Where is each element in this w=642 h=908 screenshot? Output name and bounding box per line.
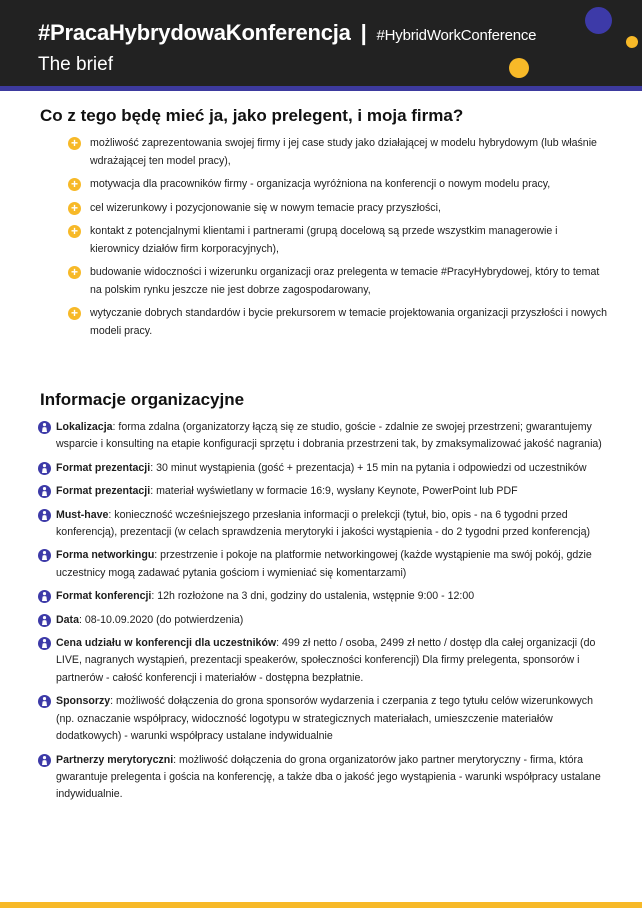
info-label: Cena udziału w konferencji dla uczestników [56,637,277,650]
info-label: Format prezentacji [56,461,151,474]
title-hashtag-en: #HybridWorkConference [376,27,537,44]
benefits-list [68,135,608,346]
info-text: : możliwość dołączenia do grona organizatorów jako partner merytoryczny - firma, która gwarantuje prelegenta i gościa na konferencję, a także dba o jakość jego wystąpienia - warunki współpracy ustalane indywidualnie. [56,753,601,801]
info-item [38,460,608,477]
benefit-text: motywacja dla pracowników firmy - organizacja wyróżniona na konferencji o nowym modelu pracy, [90,178,551,190]
person-icon [38,549,51,562]
info-text: : przestrzenie i pokoje na platformie networkingowej (każde wystąpienie ma swój pokój, gdzie uczestnicy mogą zadawać pytania gościom i wymieniać się komentarzami) [56,549,592,579]
plus-circle-icon: + [68,178,81,191]
benefit-item [68,223,608,258]
footer-bar [0,902,642,908]
person-icon [38,614,51,627]
benefit-text: możliwość zaprezentowania swojej firmy i jej case study jako działającej w modelu hybrydowym (lub właśnie wdrażającej ten model pracy), [90,137,597,167]
header-bar [0,0,642,86]
info-label: Format prezentacji [56,485,151,498]
benefit-text: cel wizerunkowy i pozycjonowanie się w nowym temacie pracy przyszłości, [90,201,441,214]
info-item [38,483,608,500]
info-text: : 499 zł netto / osoba, 2499 zł netto / dostęp dla całej organizacji (do LIVE, nagranych wystąpień, prezentacji speakerów, społeczności konferencji) Dla firmy prelegenta, sponsorów i partnerów - całość konferencji i materiałów - dostępna bezpłatnie. [56,637,596,684]
info-text: : materiał wyświetlany w formacie 16:9, wysłany Keynote, PowerPoint lub PDF [150,485,518,498]
info-item [38,693,608,745]
info-text: : konieczność wcześniejszego przesłania informacji o prelekcji (tytuł, bio, opis - na 6 tygodni przed konferencją), prezentacji (w celach sprawdzenia merytoryki i jakości wystąpienia - do 2 tygodni przed konferencją) [56,508,591,539]
info-text: : forma zdalna (organizatorzy łączą się ze studio, goście - zdalnie ze swojej przestrzeni; gwarantujemy wsparcie i konsulting na etapie konfiguracji sprzętu i dobrania przestrzeni tak, by zmaksymalizować jakość nagrania) [56,421,602,451]
info-label: Format konferencji [56,590,152,603]
benefit-item [68,176,608,194]
plus-circle-icon: + [68,202,81,215]
benefit-item [68,200,608,218]
person-icon [38,509,51,522]
plus-circle-icon: + [68,225,81,238]
decorative-purple-dot [585,7,612,34]
person-icon [38,421,51,434]
person-icon [38,485,51,498]
person-icon [38,754,51,767]
info-label: Forma networkingu [56,549,155,562]
benefit-item [68,305,608,340]
header-divider [0,86,642,91]
decorative-yellow-dot [509,58,529,78]
info-label: Partnerzy merytoryczni [56,753,174,766]
info-text: : 08-10.09.2020 (do potwierdzenia) [78,613,244,626]
info-label: Sponsorzy [56,695,111,708]
page-subtitle: The brief [38,54,113,75]
info-item [38,419,608,454]
info-label: Data [56,613,79,626]
plus-circle-icon: + [68,307,81,320]
info-item [38,588,608,605]
info-text: : możliwość dołączenia do grona sponsorów wydarzenia i czerpania z tego tytułu celów wizerunkowych (np. oznaczanie współpracy, widoczność logotypu w strategicznych materiałach, umieszczenie materiałów dodatkowych) - warunki współpracy ustalane indywidualnie [56,695,593,743]
info-item [38,635,608,687]
info-text: : 30 minut wystąpienia (gość + prezentacja) + 15 min na pytania i odpowiedzi od uczestników [150,461,587,474]
decorative-yellow-dot-small [626,36,638,48]
benefit-text: budowanie widoczności i wizerunku organizacji oraz prelegenta w temacie #PracyHybrydowej, który to temat na polskim rynku jeszcze nie jest dobrze zagospodarowany, [90,266,600,296]
benefit-item [68,264,608,299]
info-item [38,507,608,542]
benefits-heading: Co z tego będę mieć ja, jako prelegent, i moja firma? [40,106,464,125]
benefit-text: wytyczanie dobrych standardów i bycie prekursorem w temacie projektowania organizacji przyszłości i nowych modeli pracy. [90,307,607,337]
info-text: : 12h rozłożone na 3 dni, godziny do ustalenia, wstępnie 9:00 - 12:00 [151,590,475,603]
plus-circle-icon: + [68,266,81,279]
plus-circle-icon: + [68,137,81,150]
info-item [38,612,608,629]
page-title [38,20,536,46]
info-item [38,752,608,804]
info-label: Must-have [56,508,109,521]
info-list [38,419,608,810]
title-hashtag-pl: #PracaHybrydowaKonferencja [38,20,351,45]
info-item [38,547,608,582]
person-icon [38,695,51,708]
info-label: Lokalizacja [56,421,113,433]
person-icon [38,590,51,603]
benefit-item [68,135,608,170]
info-heading: Informacje organizacyjne [40,390,245,409]
person-icon [38,637,51,650]
person-icon [38,462,51,475]
benefit-text: kontakt z potencjalnymi klientami i partnerami (grupą docelową są przede wszystkim managerowie i kierownicy działów firm korporacyjnych), [90,225,558,255]
title-separator: | [360,20,367,45]
